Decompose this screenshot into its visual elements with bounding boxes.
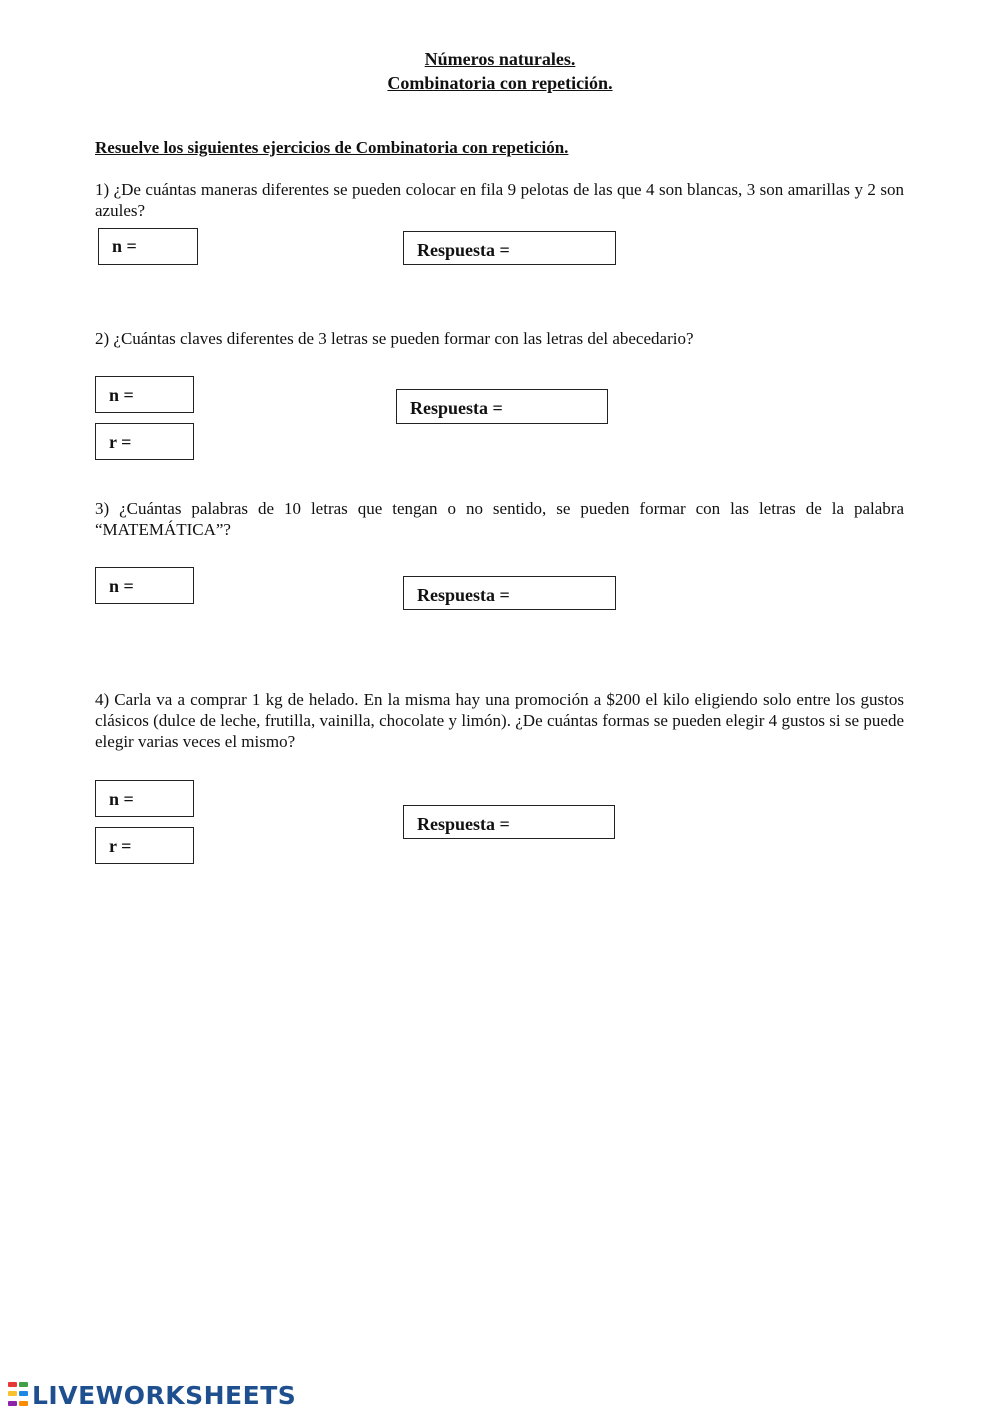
logo-text: LIVEWORKSHEETS: [32, 1380, 297, 1410]
question-4-text: 4) Carla va a comprar 1 kg de helado. En la misma hay una promoción a $200 el kilo eligiendo solo entre los gustos clásicos (dulce de leche, frutilla, vainilla, chocolate y limón). ¿De cuántas formas se pueden elegir 4 gustos si se puede elegir varias veces el mismo?: [95, 690, 904, 751]
r-label: r =: [109, 432, 132, 452]
question-2-text: 2) ¿Cuántas claves diferentes de 3 letras se pueden formar con las letras del abecedario?: [95, 329, 694, 348]
answer-label: Respuesta =: [417, 585, 510, 605]
question-3-n-field[interactable]: [95, 567, 194, 604]
n-label: n =: [112, 236, 137, 256]
liveworksheets-logo-icon: [8, 1382, 28, 1408]
question-3-answer-field[interactable]: [403, 576, 616, 610]
liveworksheets-logo: [8, 1380, 296, 1410]
question-4-r-field[interactable]: [95, 827, 194, 864]
n-label: n =: [109, 789, 134, 809]
question-1-answer-field[interactable]: [403, 231, 616, 265]
question-3-text: 3) ¿Cuántas palabras de 10 letras que tengan o no sentido, se pueden formar con las letras de la palabra “MATEMÁTICA”?: [95, 499, 904, 539]
question-1-text: 1) ¿De cuántas maneras diferentes se pueden colocar en fila 9 pelotas de las que 4 son blancas, 3 son amarillas y 2 son azules?: [95, 180, 904, 220]
question-1-n-field[interactable]: [98, 228, 198, 265]
page-subtitle: Combinatoria con repetición.: [387, 73, 613, 93]
r-label: r =: [109, 836, 132, 856]
logo-block: [19, 1391, 28, 1396]
question-2-r-field[interactable]: [95, 423, 194, 460]
question-4-n-field[interactable]: [95, 780, 194, 817]
question-2-answer-field[interactable]: [396, 389, 608, 424]
n-label: n =: [109, 576, 134, 596]
n-label: n =: [109, 385, 134, 405]
question-4-answer-field[interactable]: [403, 805, 615, 839]
logo-block: [8, 1391, 17, 1396]
answer-label: Respuesta =: [417, 240, 510, 260]
answer-label: Respuesta =: [417, 814, 510, 834]
question-2-n-field[interactable]: [95, 376, 194, 413]
logo-block: [8, 1382, 17, 1387]
logo-block: [8, 1401, 17, 1406]
logo-block: [19, 1382, 28, 1387]
logo-block: [19, 1401, 28, 1406]
instructions: Resuelve los siguientes ejercicios de Combinatoria con repetición.: [95, 138, 569, 157]
answer-label: Respuesta =: [410, 398, 503, 418]
page-title: Números naturales.: [424, 49, 576, 69]
